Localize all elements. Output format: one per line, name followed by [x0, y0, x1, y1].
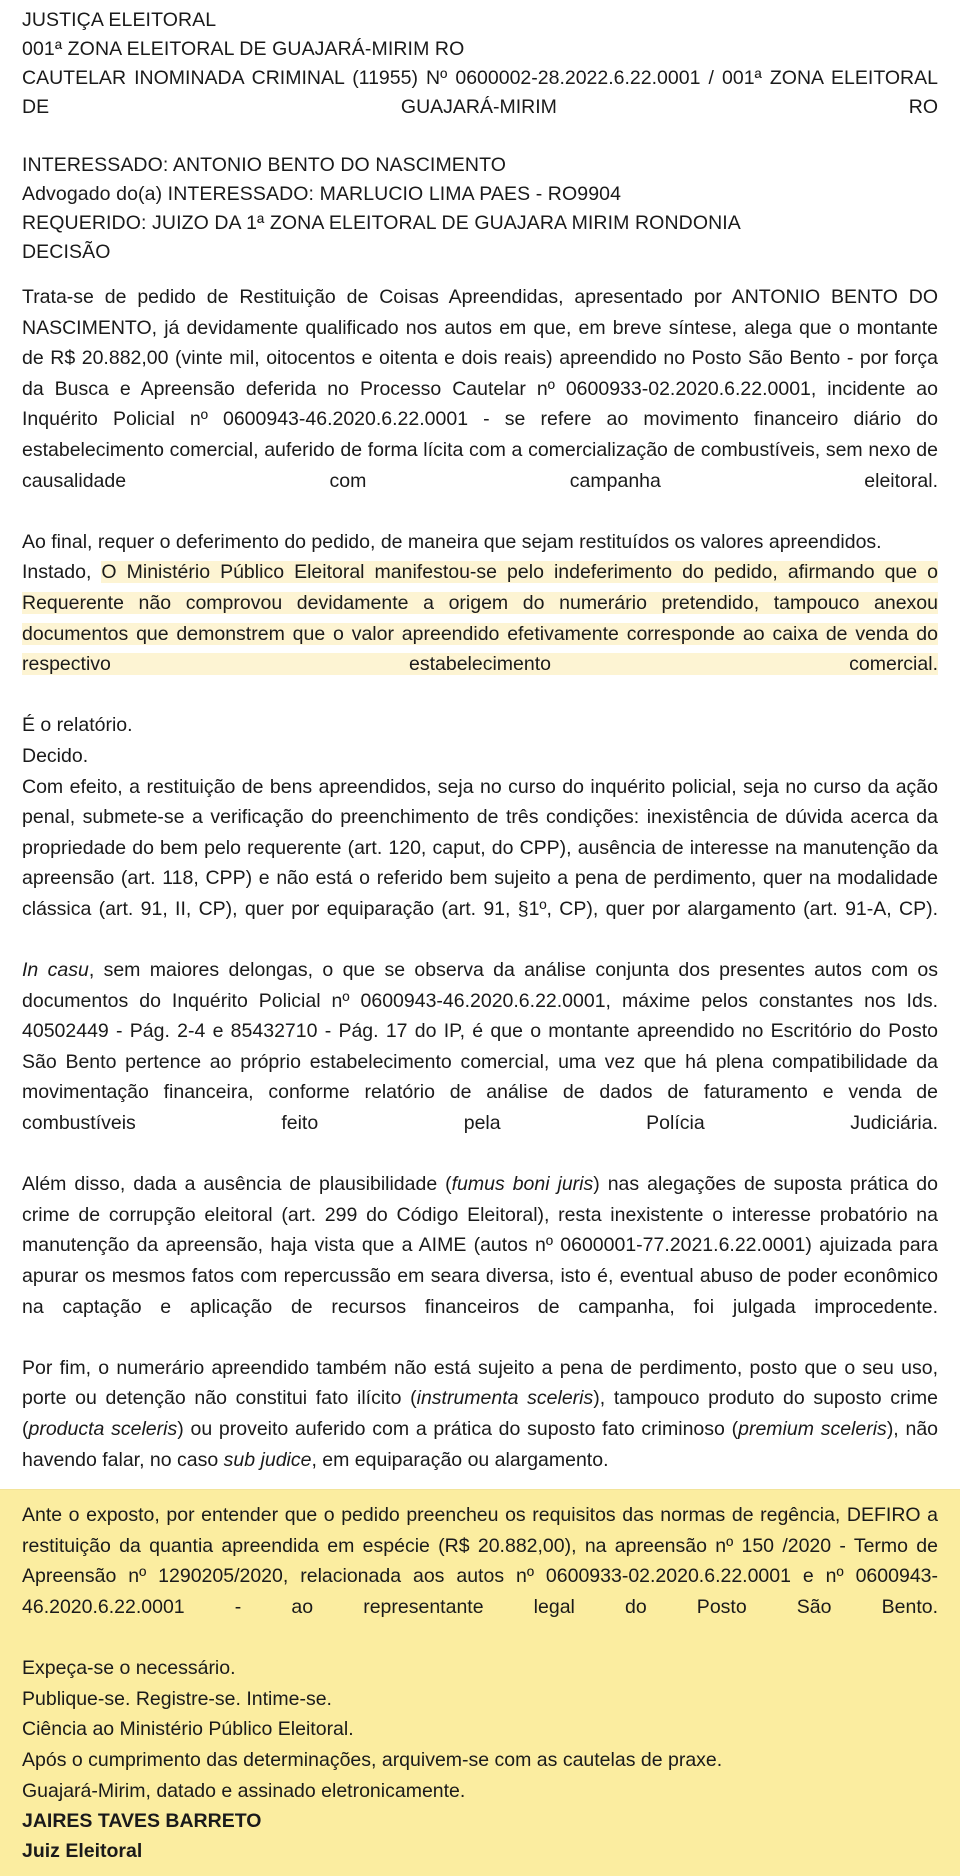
prosecutor-prefix: Instado,	[22, 561, 102, 584]
latin-term-producta-sceleris: producta sceleris	[28, 1417, 178, 1440]
decision-ciencia: Ciência ao Ministério Público Eleitoral.	[22, 1718, 354, 1741]
latin-term-in-casu: In casu	[22, 959, 89, 982]
decision-expeca: Expeça-se o necessário.	[22, 1657, 236, 1680]
prosecutor-highlight-text: O Ministério Público Eleitoral manifestou-se pelo indeferimento do pedido, afirmando que o Requerente não comprovou devidamente a origem do numerário pretendido, tampouco anexou documentos que demonstrem que o valor apreendido efetivamente corresponde ao caixa de venda do respectivo estabelecimento comercial.	[22, 561, 938, 676]
perdimento-d: ), não havendo falar, no caso	[22, 1417, 939, 1471]
interested-party: INTERESSADO: ANTONIO BENTO DO NASCIMENTO	[22, 154, 506, 176]
decision-highlight-block	[0, 1489, 960, 1876]
paragraph-perdimento	[22, 1353, 938, 1475]
paragraph-legal-conditions: Com efeito, a restituição de bens apreendidos, seja no curso do inquérito policial, seja no curso da ação penal, submete-se a verificação do preenchimento de três condições: inexistência de dúvida acerca da propriedade do bem pelo requerente (art. 120, caput, do CPP), ausência de interesse na manutenção da apreensão (art. 118, CPP) e não está o referido bem sujeito a pena de perdimento, quer na modalidade clássica (art. 91, II, CP), quer por equiparação (art. 91, §1º, CP), quer por alargamento (art. 91-A, CP).	[22, 775, 938, 920]
paragraph-summary: Trata-se de pedido de Restituição de Coisas Apreendidas, apresentado por ANTONIO BENTO DO NASCIMENTO, já devidamente qualificado nos autos em que, em breve síntese, alega que o montante de R$ 20.882,00 (vinte mil, oitocentos e oitenta e dois reais) apreendido no Posto São Bento - por força da Busca e Apreensão deferida no Processo Cautelar nº 0600933-02.2020.6.22.0001, incidente ao Inquérito Policial nº 0600943-46.2020.6.22.0001 - se refere ao movimento financeiro diário do estabelecimento comercial, auferido de forma lícita com a comercialização de combustíveis, sem nexo de causalidade com campanha eleitoral.	[22, 286, 938, 492]
paragraph-report-end: É o relatório.	[22, 714, 133, 737]
decision-ruling: Ante o exposto, por entender que o pedido preencheu os requisitos das normas de regência, DEFIRO a restituição da quantia apreendida em espécie (R$ 20.882,00), na apreensão nº 150 /2020 - Termo de Apreensão nº 1290205/2020, relacionada aos autos nº 0600933-02.2020.6.22.0001 e nº 0600943-46.2020.6.22.0001 - ao representante legal do Posto São Bento.	[22, 1504, 938, 1618]
latin-term-instrumenta-sceleris: instrumenta sceleris	[416, 1387, 594, 1410]
decision-arquivem: Após o cumprimento das determinações, arquivem-se com as cautelas de praxe.	[22, 1748, 723, 1771]
paragraph-prosecutor	[22, 557, 938, 710]
paragraph-decide: Decido.	[22, 744, 89, 767]
document-type-title: DECISÃO	[22, 241, 111, 263]
lawyer-line: Advogado do(a) INTERESSADO: MARLUCIO LIMA PAES - RO9904	[22, 183, 622, 205]
latin-term-sub-judice: sub judice	[223, 1448, 312, 1471]
perdimento-a: Por fim, o numerário apreendido também não está sujeito a pena de perdimento, posto que o seu uso, porte ou detenção não constitui fato ilícito (	[22, 1356, 938, 1410]
perdimento-b: ), tampouco produto do suposto crime (	[22, 1387, 938, 1440]
document-body-section	[0, 276, 960, 1475]
fumus-rest: ) nas alegações de suposta prática do crime de corrupção eleitoral (art. 299 do Código Eleitoral), resta inexistente o interesse probatório na manutenção da apreensão, haja vista que a AIME (autos nº 0600001-77.2021.6.22.0001) ajuizada para apurar os mesmos fatos com repercussão em seara diversa, isto é, eventual abuso de poder econômico na captação e aplicação de recursos financeiros de campanha, foi julgada improcedente.	[22, 1173, 938, 1318]
fumus-prefix: Além disso, dada a ausência de plausibilidade (	[22, 1173, 452, 1196]
in-casu-rest: , sem maiores delongas, o que se observa da análise conjunta dos presentes autos com os documentos do Inquérito Policial nº 0600943-46.2020.6.22.0001, máxime pelos constantes nos Ids. 40502449 - Pág. 2-4 e 85432710 - Pág. 17 do IP, é que o montante apreendido no Escritório do Posto São Bento pertence ao próprio estabelecimento comercial, uma vez que há plena compatibilidade da movimentação financeira, conforme relatório de análise de dados de faturamento e venda de combustíveis feito pela Polícia Judiciária.	[22, 959, 939, 1135]
paragraph-in-casu	[22, 955, 938, 1169]
paragraph-fumus	[22, 1169, 938, 1353]
judge-role: Juiz Eleitoral	[22, 1840, 143, 1863]
decision-publique: Publique-se. Registre-se. Intime-se.	[22, 1687, 332, 1710]
decision-place-date: Guajará-Mirim, datado e assinado eletronicamente.	[22, 1779, 466, 1802]
electoral-zone: 001ª ZONA ELEITORAL DE GUAJARÁ-MIRIM RO	[22, 38, 465, 60]
court-name: JUSTIÇA ELEITORAL	[22, 9, 217, 31]
judge-name: JAIRES TAVES BARRETO	[22, 1810, 262, 1833]
case-number-line: CAUTELAR INOMINADA CRIMINAL (11955) Nº 0600002-28.2022.6.22.0001 / 001ª ZONA ELEITORAL DE GUAJARÁ-MIRIM RO	[22, 67, 938, 118]
document-header-section	[0, 0, 960, 267]
perdimento-c: ) ou proveito auferido com a prática do suposto fato criminoso (	[177, 1417, 739, 1440]
highlighted-prosecutor-note	[22, 557, 938, 710]
paragraph-request: Ao final, requer o deferimento do pedido, de maneira que sejam restituídos os valores apreendidos.	[22, 530, 882, 553]
latin-term-fumus-boni-juris: fumus boni juris	[451, 1173, 594, 1196]
defendant-line: REQUERIDO: JUIZO DA 1ª ZONA ELEITORAL DE GUAJARA MIRIM RONDONIA	[22, 212, 741, 234]
latin-term-premium-sceleris: premium sceleris	[738, 1417, 887, 1440]
perdimento-e: , em equiparação ou alargamento.	[311, 1448, 609, 1471]
